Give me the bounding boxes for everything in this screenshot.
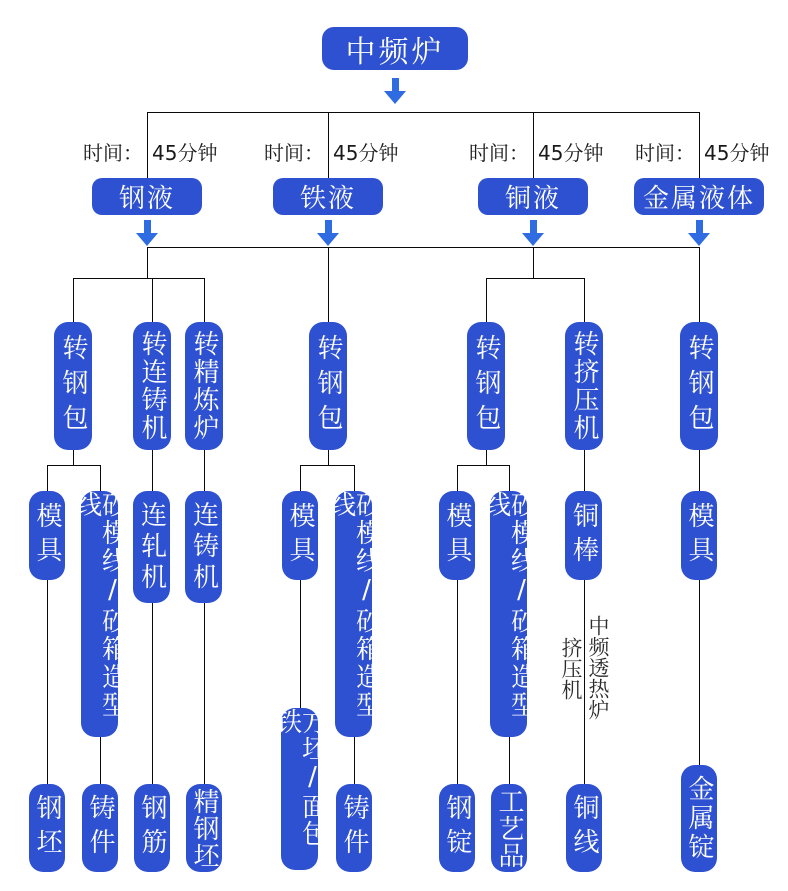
- down-arrow-icon: [317, 220, 339, 246]
- node-handicraft: 工艺品: [491, 784, 527, 872]
- node-casting: 铸件: [336, 784, 372, 872]
- node-steel-billet: 钢坯: [29, 784, 65, 872]
- connector-line: [328, 247, 329, 322]
- node-steel-ingot: 钢锭: [439, 784, 475, 872]
- connector-line: [457, 465, 458, 491]
- root-node: 中频炉: [322, 27, 468, 70]
- branch-iron-liquid: 铁液: [273, 178, 383, 215]
- flowchart-canvas: 中频炉 时间： 45分钟 时间： 45分钟 时间： 45分钟 时间： 45分钟 钢液 铁液 铜液 金属液体 转钢包 转连铸机 转精炼炉 转钢包 转钢包 转挤压机 转钢包 模具 砂模线/砂箱造型线 连轧机 连铸机 模具 砂模线/砂箱造型线 模具 砂模线/砂箱造型线 铜棒 模具 挤压机 中频透热炉 钢坯 铸件 钢筋 精钢坯 方坯/面包铁 铸件 钢锭 工艺品 铜线 金属锭: [0, 0, 788, 891]
- connector-line: [73, 278, 204, 279]
- connector-line: [354, 737, 355, 784]
- connector-line: [204, 278, 205, 322]
- connector-line: [509, 737, 510, 784]
- node-sand-mold-line: 砂模线/砂箱造型线: [335, 491, 372, 737]
- connector-line: [486, 278, 487, 322]
- connector-line: [699, 247, 700, 322]
- node-rolling-mill: 连轧机: [133, 491, 170, 603]
- connector-line: [152, 278, 153, 322]
- branch-copper-liquid: 铜液: [478, 178, 588, 215]
- connector-line: [328, 112, 329, 178]
- connector-line: [328, 450, 329, 465]
- down-arrow-icon: [688, 220, 710, 246]
- node-refined-steel-billet: 精钢坯: [186, 784, 222, 872]
- node-to-ladle-steel: 转钢包: [54, 322, 92, 450]
- connector-line: [486, 278, 584, 279]
- connector-line: [457, 580, 458, 784]
- annotation-induction-heating-furnace: 中频透热炉: [586, 615, 610, 720]
- node-casting: 铸件: [82, 784, 118, 872]
- down-arrow-icon: [136, 220, 158, 246]
- node-mold: 模具: [681, 491, 717, 580]
- connector-line: [147, 112, 148, 178]
- connector-line: [204, 603, 205, 784]
- connector-line: [73, 278, 74, 322]
- node-sand-mold-line: 砂模线/砂箱造型线: [490, 491, 527, 737]
- connector-line: [584, 278, 585, 322]
- connector-line: [699, 580, 700, 765]
- connector-line: [152, 603, 153, 784]
- connector-line: [204, 450, 205, 491]
- node-mold: 模具: [282, 491, 318, 580]
- down-arrow-icon: [384, 78, 406, 104]
- node-to-continuous-caster: 转连铸机: [133, 322, 171, 450]
- node-copper-wire: 铜线: [566, 784, 602, 872]
- node-continuous-caster: 连铸机: [185, 491, 222, 603]
- connector-line: [486, 450, 487, 465]
- connector-line: [73, 450, 74, 465]
- connector-line: [147, 247, 148, 278]
- connector-line: [300, 465, 354, 466]
- connector-line: [47, 580, 48, 784]
- connector-line: [533, 247, 534, 278]
- node-to-ladle-copper: 转钢包: [467, 322, 505, 450]
- node-square-billet-pig-iron: 方坯/面包铁: [281, 708, 318, 870]
- branch-metal-liquid: 金属液体: [634, 178, 764, 215]
- connector-line: [509, 465, 510, 491]
- node-sand-mold-line: 砂模线/砂箱造型线: [81, 491, 118, 737]
- connector-line: [533, 112, 534, 178]
- node-mold: 模具: [29, 491, 65, 580]
- connector-line: [47, 465, 100, 466]
- connector-line: [584, 580, 585, 784]
- connector-line: [354, 465, 355, 491]
- node-to-refining-furnace: 转精炼炉: [185, 322, 223, 450]
- branch-steel-liquid: 钢液: [92, 178, 202, 215]
- connector-line: [100, 465, 101, 491]
- node-copper-rod: 铜棒: [565, 491, 602, 580]
- node-to-ladle-iron: 转钢包: [309, 322, 347, 450]
- connector-line: [147, 112, 699, 113]
- connector-line: [457, 465, 509, 466]
- node-to-extruder: 转挤压机: [565, 322, 603, 450]
- connector-line: [152, 450, 153, 491]
- node-rebar: 钢筋: [134, 784, 170, 872]
- connector-line: [300, 465, 301, 491]
- connector-line: [699, 112, 700, 178]
- connector-line: [147, 247, 699, 248]
- annotation-extruder: 挤压机: [559, 637, 583, 700]
- connector-line: [699, 450, 700, 491]
- connector-line: [584, 450, 585, 491]
- node-mold: 模具: [439, 491, 475, 580]
- node-metal-ingot: 金属锭: [681, 765, 717, 872]
- node-to-ladle-metal: 转钢包: [680, 322, 718, 450]
- connector-line: [47, 465, 48, 491]
- down-arrow-icon: [522, 220, 544, 246]
- connector-line: [100, 737, 101, 784]
- connector-line: [300, 580, 301, 708]
